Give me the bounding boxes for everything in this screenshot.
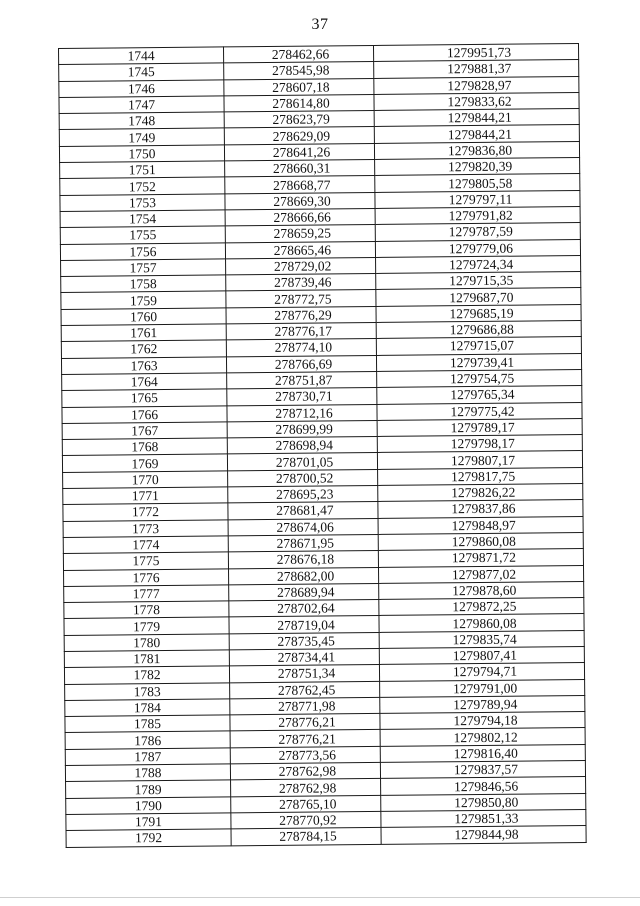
y-coordinate-cell: 1279820,39: [375, 158, 580, 176]
point-number-cell: 1756: [60, 242, 225, 260]
x-coordinate-cell: 278698,94: [227, 437, 377, 455]
x-coordinate-cell: 278669,30: [225, 192, 375, 210]
y-coordinate-cell: 1279816,40: [380, 744, 585, 762]
y-coordinate-cell: 1279724,34: [376, 255, 581, 273]
y-coordinate-cell: 1279685,19: [376, 304, 581, 322]
point-number-cell: 1787: [65, 748, 230, 766]
x-coordinate-cell: 278762,45: [230, 681, 380, 699]
point-number-cell: 1744: [59, 47, 224, 65]
x-coordinate-cell: 278666,66: [225, 208, 375, 226]
point-number-cell: 1746: [59, 80, 224, 98]
x-coordinate-cell: 278784,15: [231, 828, 381, 846]
point-number-cell: 1765: [62, 389, 227, 407]
point-number-cell: 1782: [64, 666, 229, 684]
y-coordinate-cell: 1279878,60: [379, 581, 584, 599]
y-coordinate-cell: 1279844,21: [374, 109, 579, 127]
point-number-cell: 1749: [59, 128, 224, 146]
point-number-cell: 1785: [65, 715, 230, 733]
point-number-cell: 1784: [65, 699, 230, 717]
point-number-cell: 1761: [61, 324, 226, 342]
x-coordinate-cell: 278772,75: [226, 290, 376, 308]
y-coordinate-cell: 1279791,82: [375, 206, 580, 224]
y-coordinate-cell: 1279686,88: [376, 321, 581, 339]
coordinates-table-body: [59, 44, 587, 848]
point-number-cell: 1760: [61, 308, 226, 326]
y-coordinate-cell: 1279715,35: [376, 272, 581, 290]
x-coordinate-cell: 278712,16: [227, 404, 377, 422]
point-number-cell: 1745: [59, 63, 224, 81]
point-number-cell: 1778: [64, 601, 229, 619]
x-coordinate-cell: 278776,21: [230, 714, 380, 732]
y-coordinate-cell: 1279787,59: [375, 223, 580, 241]
x-coordinate-cell: 278762,98: [231, 779, 381, 797]
x-coordinate-cell: 278766,69: [226, 355, 376, 373]
x-coordinate-cell: 278735,45: [229, 632, 379, 650]
y-coordinate-cell: 1279765,34: [377, 386, 582, 404]
page-number: 37: [311, 16, 329, 33]
point-number-cell: 1777: [64, 585, 229, 603]
y-coordinate-cell: 1279844,21: [374, 125, 579, 143]
x-coordinate-cell: 278660,31: [225, 160, 375, 178]
y-coordinate-cell: 1279805,58: [375, 174, 580, 192]
x-coordinate-cell: 278462,66: [223, 45, 373, 63]
point-number-cell: 1779: [64, 617, 229, 635]
y-coordinate-cell: 1279836,80: [374, 141, 579, 159]
y-coordinate-cell: 1279789,94: [380, 695, 585, 713]
y-coordinate-cell: 1279779,06: [375, 239, 580, 257]
point-number-cell: 1755: [60, 226, 225, 244]
y-coordinate-cell: 1279828,97: [374, 76, 579, 94]
y-coordinate-cell: 1279794,71: [379, 663, 584, 681]
y-coordinate-cell: 1279754,75: [377, 369, 582, 387]
point-number-cell: 1786: [65, 731, 230, 749]
x-coordinate-cell: 278676,18: [228, 551, 378, 569]
y-coordinate-cell: 1279789,17: [377, 418, 582, 436]
x-coordinate-cell: 278739,46: [226, 274, 376, 292]
x-coordinate-cell: 278641,26: [224, 143, 374, 161]
point-number-cell: 1763: [61, 357, 226, 375]
point-number-cell: 1788: [65, 764, 230, 782]
x-coordinate-cell: 278776,17: [226, 323, 376, 341]
y-coordinate-cell: 1279837,57: [380, 761, 585, 779]
point-number-cell: 1754: [60, 210, 225, 228]
y-coordinate-cell: 1279850,80: [381, 793, 586, 811]
x-coordinate-cell: 278681,47: [228, 502, 378, 520]
y-coordinate-cell: 1279739,41: [376, 353, 581, 371]
point-number-cell: 1791: [66, 813, 231, 831]
point-number-cell: 1757: [61, 259, 226, 277]
y-coordinate-cell: 1279881,37: [374, 60, 579, 78]
y-coordinate-cell: 1279715,07: [376, 337, 581, 355]
point-number-cell: 1792: [66, 829, 231, 847]
y-coordinate-cell: 1279687,70: [376, 288, 581, 306]
point-number-cell: 1780: [64, 634, 229, 652]
point-number-cell: 1790: [66, 797, 231, 815]
x-coordinate-cell: 278668,77: [225, 176, 375, 194]
x-coordinate-cell: 278751,87: [227, 371, 377, 389]
y-coordinate-cell: 1279846,56: [381, 777, 586, 795]
y-coordinate-cell: 1279851,33: [381, 809, 586, 827]
coordinates-table: [58, 43, 587, 848]
x-coordinate-cell: 278719,04: [229, 616, 379, 634]
y-coordinate-cell: 1279844,98: [381, 826, 586, 844]
x-coordinate-cell: 278776,21: [230, 730, 380, 748]
x-coordinate-cell: 278671,95: [228, 534, 378, 552]
point-number-cell: 1766: [62, 405, 227, 423]
point-number-cell: 1748: [59, 112, 224, 130]
point-number-cell: 1776: [64, 568, 229, 586]
x-coordinate-cell: 278765,10: [231, 795, 381, 813]
x-coordinate-cell: 278614,80: [224, 94, 374, 112]
point-number-cell: 1758: [61, 275, 226, 293]
point-number-cell: 1752: [60, 177, 225, 195]
x-coordinate-cell: 278762,98: [230, 763, 380, 781]
point-number-cell: 1769: [62, 454, 227, 472]
y-coordinate-cell: 1279802,12: [380, 728, 585, 746]
point-number-cell: 1768: [62, 438, 227, 456]
y-coordinate-cell: 1279798,17: [377, 435, 582, 453]
point-number-cell: 1750: [59, 145, 224, 163]
x-coordinate-cell: 278607,18: [224, 78, 374, 96]
x-coordinate-cell: 278729,02: [226, 257, 376, 275]
point-number-cell: 1751: [60, 161, 225, 179]
point-number-cell: 1762: [61, 340, 226, 358]
x-coordinate-cell: 278770,92: [231, 811, 381, 829]
x-coordinate-cell: 278771,98: [230, 697, 380, 715]
y-coordinate-cell: 1279860,08: [378, 532, 583, 550]
y-coordinate-cell: 1279872,25: [379, 598, 584, 616]
x-coordinate-cell: 278773,56: [230, 746, 380, 764]
point-number-cell: 1774: [63, 536, 228, 554]
x-coordinate-cell: 278701,05: [227, 453, 377, 471]
y-coordinate-cell: 1279848,97: [378, 516, 583, 534]
y-coordinate-cell: 1279835,74: [379, 630, 584, 648]
point-number-cell: 1772: [63, 503, 228, 521]
x-coordinate-cell: 278682,00: [229, 567, 379, 585]
x-coordinate-cell: 278774,10: [226, 339, 376, 357]
x-coordinate-cell: 278734,41: [229, 648, 379, 666]
point-number-cell: 1764: [62, 373, 227, 391]
y-coordinate-cell: 1279794,18: [380, 712, 585, 730]
y-coordinate-cell: 1279837,86: [378, 500, 583, 518]
point-number-cell: 1767: [62, 422, 227, 440]
x-coordinate-cell: 278730,71: [227, 388, 377, 406]
point-number-cell: 1781: [64, 650, 229, 668]
y-coordinate-cell: 1279860,08: [379, 614, 584, 632]
x-coordinate-cell: 278629,09: [224, 127, 374, 145]
x-coordinate-cell: 278665,46: [225, 241, 375, 259]
x-coordinate-cell: 278700,52: [228, 469, 378, 487]
x-coordinate-cell: 278689,94: [229, 583, 379, 601]
point-number-cell: 1747: [59, 96, 224, 114]
y-coordinate-cell: 1279817,75: [378, 467, 583, 485]
x-coordinate-cell: 278776,29: [226, 306, 376, 324]
point-number-cell: 1759: [61, 291, 226, 309]
y-coordinate-cell: 1279791,00: [380, 679, 585, 697]
point-number-cell: 1783: [65, 682, 230, 700]
y-coordinate-cell: 1279871,72: [378, 549, 583, 567]
x-coordinate-cell: 278623,79: [224, 111, 374, 129]
y-coordinate-cell: 1279877,02: [378, 565, 583, 583]
y-coordinate-cell: 1279775,42: [377, 402, 582, 420]
x-coordinate-cell: 278695,23: [228, 485, 378, 503]
y-coordinate-cell: 1279833,62: [374, 92, 579, 110]
point-number-cell: 1773: [63, 519, 228, 537]
y-coordinate-cell: 1279807,41: [379, 646, 584, 664]
x-coordinate-cell: 278751,34: [229, 665, 379, 683]
x-coordinate-cell: 278659,25: [225, 225, 375, 243]
y-coordinate-cell: 1279826,22: [378, 483, 583, 501]
y-coordinate-cell: 1279951,73: [373, 44, 578, 62]
y-coordinate-cell: 1279807,17: [377, 451, 582, 469]
x-coordinate-cell: 278702,64: [229, 600, 379, 618]
point-number-cell: 1770: [63, 471, 228, 489]
y-coordinate-cell: 1279797,11: [375, 190, 580, 208]
point-number-cell: 1775: [63, 552, 228, 570]
x-coordinate-cell: 278674,06: [228, 518, 378, 536]
point-number-cell: 1753: [60, 194, 225, 212]
x-coordinate-cell: 278699,99: [227, 420, 377, 438]
point-number-cell: 1789: [66, 780, 231, 798]
x-coordinate-cell: 278545,98: [224, 62, 374, 80]
point-number-cell: 1771: [63, 487, 228, 505]
